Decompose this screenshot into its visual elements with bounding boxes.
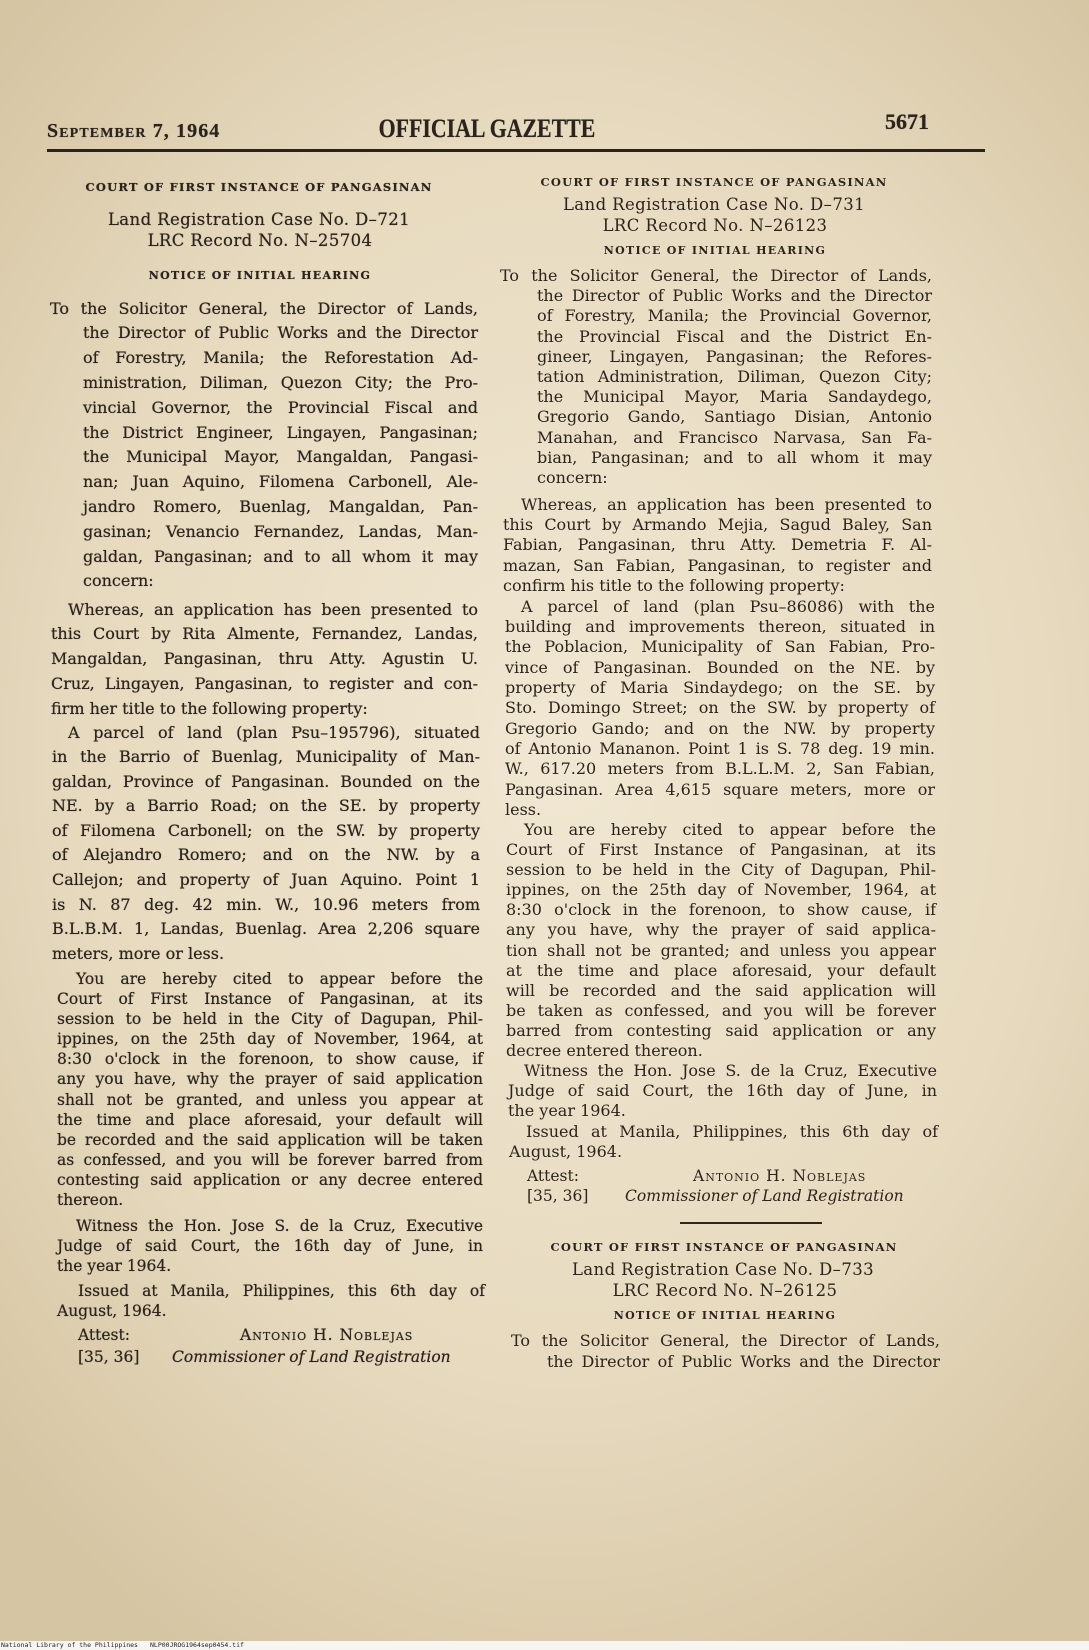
- text-line: A parcel of land (plan Psu–195796), situated: [68, 722, 480, 742]
- text-line: less.: [505, 799, 542, 819]
- text-line: the Poblacion, Municipality of San Fabian, Pro-: [505, 637, 935, 657]
- record-number: LRC Record No. N–26123: [602, 216, 828, 235]
- address-paragraph: [511, 1330, 940, 1372]
- text-line: W., 617.20 meters from B.L.L.M. 2, San Fabian,: [505, 759, 935, 779]
- text-line: the Director of Public Works and the Director: [537, 286, 932, 306]
- address-paragraph: [50, 297, 478, 595]
- text-line: Whereas, an application has been presented to: [68, 599, 478, 619]
- address-paragraph: [500, 266, 932, 488]
- text-line: contesting said application or any decree entered: [57, 1170, 483, 1189]
- text-line: Judge of said Court, the 16th day of June, in: [57, 1237, 483, 1255]
- parcel-description: [505, 597, 935, 820]
- text-line: of Antonio Mananon. Point 1 is S. 78 deg. 19 min.: [505, 738, 935, 758]
- text-line: confirm his title to the following property:: [503, 575, 845, 595]
- citation-paragraph: [506, 820, 936, 1061]
- record-number: LRC Record No. N–25704: [147, 231, 373, 250]
- parcel-description: [52, 721, 480, 966]
- text-line: To the Solicitor General, the Director of Lands,: [500, 265, 932, 285]
- text-line: the Provincial Fiscal and the District En-: [537, 326, 932, 346]
- text-line: Fabian, Pangasinan, thru Atty. Demetria F. Al-: [503, 535, 932, 555]
- text-line: August, 1964.: [509, 1142, 623, 1161]
- court-heading: COURT OF FIRST INSTANCE OF PANGASINAN: [550, 1240, 898, 1254]
- text-line: any you have, why the prayer of said applica-: [506, 920, 936, 940]
- text-line: nan; Juan Aquino, Filomena Carbonell, Ale-: [83, 472, 478, 492]
- text-line: B.L.B.M. 1, Landas, Buenlag. Area 2,206 square: [52, 919, 480, 939]
- text-line: ippines, on the 25th day of November, 1964, at: [57, 1030, 483, 1049]
- header-date: September 7, 1964: [47, 120, 221, 142]
- text-line: property of Maria Sindaydego; on the SE. by: [505, 678, 935, 698]
- attest-label: Attest:: [527, 1167, 579, 1185]
- text-line: bian, Pangasinan; and to all whom it may: [537, 447, 932, 467]
- text-line: tion shall not be granted; and unless you appear: [506, 940, 936, 960]
- witness-paragraph: [508, 1061, 937, 1121]
- record-number: LRC Record No. N–26125: [612, 1281, 838, 1300]
- text-line: Witness the Hon. Jose S. de la Cruz, Executive: [76, 1217, 483, 1235]
- text-line: Mangaldan, Pangasinan, thru Atty. Agustin U.: [51, 649, 478, 669]
- court-heading: COURT OF FIRST INSTANCE OF PANGASINAN: [540, 175, 888, 189]
- attest-label: Attest:: [78, 1326, 130, 1344]
- text-line: Witness the Hon. Jose S. de la Cruz, Executive: [524, 1061, 937, 1080]
- citation-paragraph: [57, 969, 483, 1210]
- text-line: mazan, San Fabian, Pangasinan, to register and: [503, 555, 932, 575]
- gazette-title: OFFICIAL GAZETTE: [378, 114, 596, 143]
- text-line: A parcel of land (plan Psu–86086) with the: [521, 596, 935, 616]
- text-line: tation Administration, Diliman, Quezon City;: [537, 366, 932, 386]
- issued-paragraph: [509, 1122, 938, 1162]
- case-number: Land Registration Case No. D–731: [562, 195, 866, 214]
- text-line: gineer, Lingayen, Pangasinan; the Refores-: [537, 346, 932, 366]
- text-line: August, 1964.: [57, 1302, 167, 1320]
- text-line: concern:: [537, 467, 608, 487]
- text-line: Gregorio Gando; and on the NW. by property: [505, 718, 935, 738]
- text-line: To the Solicitor General, the Director of Lands,: [50, 298, 478, 318]
- text-line: Callejon; and property of Juan Aquino. Point 1: [52, 869, 480, 889]
- notice-title: NOTICE OF INITIAL HEARING: [603, 244, 827, 257]
- text-line: thereon.: [57, 1191, 124, 1210]
- signatory-name: Antonio H. Noblejas: [693, 1167, 867, 1185]
- text-line: 8:30 o'clock in the forenoon, to show cause, if: [506, 900, 936, 920]
- text-line: 8:30 o'clock in the forenoon, to show cause, if: [57, 1050, 483, 1069]
- page-number: 5671: [885, 109, 929, 134]
- text-line: firm her title to the following property:: [51, 698, 368, 718]
- footer-library: National Library of the Philippines: [1, 1641, 138, 1649]
- text-line: of Alejandro Romero; and on the NW. by a: [52, 845, 480, 865]
- text-line: Court of First Instance of Pangasinan, at its: [506, 840, 936, 860]
- notice-title: NOTICE OF INITIAL HEARING: [613, 1309, 837, 1322]
- text-line: decree entered thereon.: [506, 1041, 703, 1061]
- text-line: of Forestry, Manila; the Reforestation Ad-: [83, 348, 478, 368]
- notice-title: NOTICE OF INITIAL HEARING: [148, 269, 372, 282]
- text-line: barred from contesting said application or any: [506, 1020, 936, 1040]
- court-heading: COURT OF FIRST INSTANCE OF PANGASINAN: [85, 180, 433, 194]
- text-line: jandro Romero, Buenlag, Mangaldan, Pan-: [83, 496, 478, 516]
- text-line: Judge of said Court, the 16th day of June, in: [508, 1081, 937, 1100]
- text-line: in the Barrio of Buenlag, Municipality of Man-: [52, 747, 480, 767]
- text-line: the Director of Public Works and the Director: [83, 323, 478, 343]
- text-line: this Court by Rita Almente, Fernandez, Landas,: [51, 624, 478, 644]
- text-line: the Municipal Mayor, Mangaldan, Pangasi-: [83, 447, 478, 467]
- signatory-name: Antonio H. Noblejas: [240, 1326, 414, 1344]
- text-line: galdan, Pangasinan; and to all whom it may: [83, 546, 478, 566]
- signatory-title: Commissioner of Land Registration: [625, 1187, 904, 1205]
- text-line: vince of Pangasinan. Bounded on the NE. by: [505, 657, 935, 677]
- text-line: Pangasinan. Area 4,615 square meters, more or: [505, 779, 935, 799]
- text-line: is N. 87 deg. 42 min. W., 10.96 meters from: [52, 894, 480, 914]
- text-line: the year 1964.: [508, 1101, 626, 1120]
- text-line: the year 1964.: [57, 1257, 172, 1275]
- text-line: session to be held in the City of Dagupan, Phil-: [506, 860, 936, 880]
- text-line: the time and place aforesaid, your default will: [57, 1110, 483, 1129]
- witness-paragraph: [57, 1216, 483, 1276]
- reference-number: [35, 36]: [527, 1187, 589, 1205]
- text-line: To the Solicitor General, the Director of Lands,: [511, 1330, 940, 1350]
- text-line: will be recorded and the said application will: [506, 980, 936, 1000]
- footer-filename: NLP00JROG1964sep0454.tif: [150, 1641, 244, 1649]
- text-line: Issued at Manila, Philippines, this 6th day of: [526, 1122, 938, 1141]
- signatory-title: Commissioner of Land Registration: [172, 1348, 451, 1366]
- text-line: NE. by a Barrio Road; on the SE. by property: [52, 796, 480, 816]
- text-line: ministration, Diliman, Quezon City; the Pro-: [83, 372, 478, 392]
- text-line: galdan, Province of Pangasinan. Bounded on the: [52, 771, 480, 791]
- issued-paragraph: [57, 1281, 485, 1321]
- text-line: at the time and place aforesaid, your default: [506, 960, 936, 980]
- text-line: of Filomena Carbonell; on the SW. by property: [52, 820, 480, 840]
- text-line: be recorded and the said application will be taken: [57, 1130, 483, 1149]
- text-line: the District Engineer, Lingayen, Pangasinan;: [83, 422, 478, 442]
- text-line: as confessed, and you will be forever barred from: [57, 1150, 483, 1169]
- header-rule: [47, 149, 985, 152]
- case-number: Land Registration Case No. D–733: [571, 1260, 875, 1279]
- text-line: the Municipal Mayor, Maria Sandaydego,: [537, 387, 932, 407]
- whereas-paragraph: [51, 598, 478, 722]
- reference-number: [35, 36]: [78, 1348, 140, 1366]
- whereas-paragraph: [503, 495, 932, 596]
- section-divider: [680, 1222, 822, 1224]
- text-line: vincial Governor, the Provincial Fiscal and: [83, 397, 478, 417]
- text-line: Gregorio Gando, Santiago Disian, Antonio: [537, 407, 932, 427]
- text-line: session to be held in the City of Dagupan, Phil-: [57, 1010, 483, 1029]
- text-line: meters, more or less.: [52, 943, 225, 963]
- scan-footer: [0, 1641, 1089, 1650]
- text-line: the Director of Public Works and the Director: [547, 1351, 940, 1371]
- text-line: shall not be granted, and unless you appear at: [57, 1090, 483, 1109]
- text-line: You are hereby cited to appear before the: [76, 970, 483, 988]
- text-line: gasinan; Venancio Fernandez, Landas, Man-: [83, 521, 478, 541]
- text-line: Sto. Domingo Street; on the SW. by property of: [505, 698, 935, 718]
- text-line: be taken as confessed, and you will be forever: [506, 1000, 936, 1020]
- text-line: Whereas, an application has been presented to: [521, 494, 932, 514]
- text-line: You are hereby cited to appear before the: [524, 820, 936, 839]
- text-line: of Forestry, Manila; the Provincial Governor,: [537, 306, 932, 326]
- text-line: this Court by Armando Mejia, Sagud Baley, San: [503, 515, 932, 535]
- text-line: Issued at Manila, Philippines, this 6th day of: [78, 1282, 485, 1300]
- text-line: Cruz, Lingayen, Pangasinan, to register and con-: [51, 673, 478, 693]
- text-line: Court of First Instance of Pangasinan, at its: [57, 990, 483, 1009]
- text-line: building and improvements thereon, situated in: [505, 617, 935, 637]
- text-line: any you have, why the prayer of said application: [57, 1070, 483, 1089]
- text-line: concern:: [83, 571, 154, 591]
- text-line: ippines, on the 25th day of November, 1964, at: [506, 880, 936, 900]
- text-line: Manahan, and Francisco Narvasa, San Fa-: [537, 427, 932, 447]
- case-number: Land Registration Case No. D–721: [107, 210, 411, 229]
